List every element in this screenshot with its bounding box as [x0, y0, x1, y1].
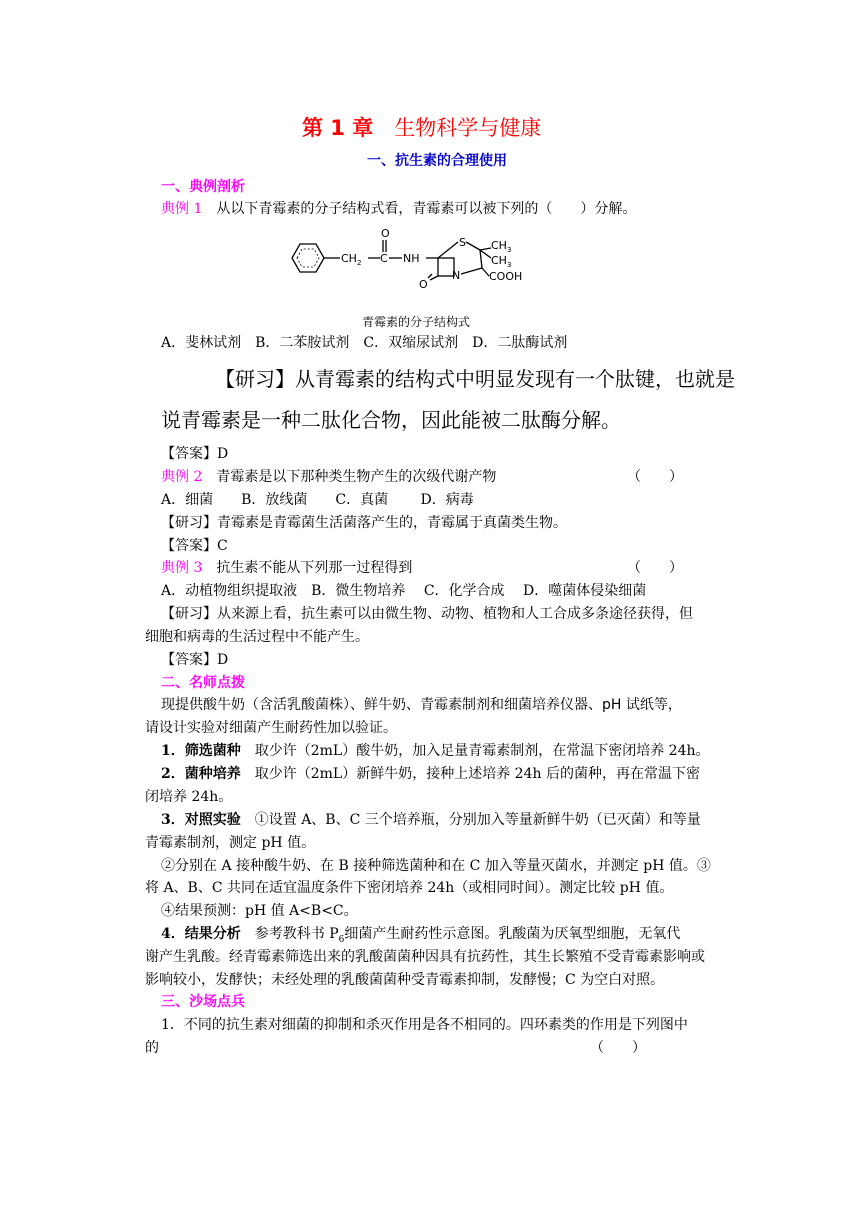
part2-intro-line2: 请设计实验对细菌产生耐药性加以验证。 [145, 720, 397, 736]
step4-label: 4．结果分析 [161, 926, 241, 942]
question1-paren: （ ） [590, 1040, 646, 1056]
example3-answer: 【答案】D [161, 652, 229, 668]
example2-paren: （ ） [627, 469, 683, 485]
step1: 1．筛选菌种 取少许（2mL）酸牛奶，加入足量青霉素制剂，在常温下密闭培养 24h。 [161, 743, 710, 759]
part2-heading: 二、名师点拨 [161, 675, 245, 691]
section-title: 一、抗生素的合理使用 [367, 153, 507, 169]
step2: 2．菌种培养 取少许（2mL）新鲜牛奶，接种上述培养 24h 后的菌种，再在常温下密 [161, 766, 700, 782]
chapter-title [302, 113, 541, 143]
part1-heading: 一、典例剖析 [161, 179, 245, 195]
example2-label: 典例 2 [161, 469, 203, 485]
example3-analysis-line2: 细胞和病毒的生活过程中不能产生。 [145, 629, 369, 645]
structure-caption: 青霉素的分子结构式 [362, 315, 471, 329]
example1-label: 典例 1 [161, 201, 203, 217]
part2-intro-line1: 现提供酸牛奶（含活乳酸菌株）、鲜牛奶、青霉素制剂和细菌培养仪器、pH 试纸等， [161, 697, 682, 713]
example1-text: 从以下青霉素的分子结构式看，青霉素可以被下列的（ ）分解。 [216, 201, 637, 217]
step2-line2: 闭培养 24h。 [145, 789, 233, 805]
atom-cooh: COOH [489, 270, 523, 283]
atom-o-bottom: O [419, 278, 428, 291]
atom-ch2: $CH_2$ [341, 252, 362, 267]
step4-line2: 谢产生乳酸。经青霉素筛选出来的乳酸菌菌种因具有抗药性，其生长繁殖不受青霉素影响或 [145, 949, 705, 965]
chapter-name: 生物科学与健康 [394, 116, 542, 140]
step3-line4: 将 A、B、C 共同在适宜温度条件下密闭培养 24h（或相同时间）。测定比较 pH 值。 [145, 880, 674, 896]
example3-label: 典例 3 [161, 560, 203, 576]
step1-label: 1．筛选菌种 [161, 743, 241, 759]
chapter-number: 第 1 章 [302, 116, 374, 140]
example2-analysis: 【研习】青霉素是青霉菌生活菌落产生的，青霉属于真菌类生物。 [161, 515, 567, 531]
example3-options: A．动植物组织提取液 B．微生物培养 C．化学合成 D．噬菌体侵染细菌 [161, 583, 647, 599]
step3-line3: ②分别在 A 接种酸牛奶、在 B 接种筛选菌种和在 C 加入等量灭菌水，并测定 pH 值。③ [161, 858, 711, 874]
penicillin-structure-diagram [286, 222, 546, 294]
example1-question [161, 198, 636, 220]
example1-options: A．斐林试剂 B．二苯胺试剂 C．双缩尿试剂 D．二肽酶试剂 [161, 335, 568, 351]
question1-line2: 的 [145, 1040, 159, 1056]
atom-ch3-b: $CH_3$ [491, 254, 512, 269]
step3-label: 3．对照实验 [161, 812, 241, 828]
atom-c: C [380, 252, 388, 265]
example3-paren: （ ） [627, 560, 683, 576]
example1-analysis-line2: 说青霉素是一种二肽化合物，因此能被二肽酶分解。 [161, 408, 621, 432]
atom-o-top: O [381, 227, 390, 240]
example2-question [161, 466, 496, 488]
example1-answer: 【答案】D [161, 446, 229, 462]
atom-ch3-a: $CH_3$ [491, 239, 512, 254]
atom-nh: NH [403, 252, 420, 265]
atom-s: S [459, 236, 466, 249]
example3-text: 抗生素不能从下列那一过程得到 [216, 560, 413, 576]
example2-text: 青霉素是以下那种类生物产生的次级代谢产物 [216, 469, 497, 485]
step3-line2: 青霉素制剂，测定 pH 值。 [145, 835, 316, 851]
example3-question [161, 557, 412, 579]
example2-options: A．细菌 B．放线菌 C．真菌 D．病毒 [161, 492, 474, 508]
part3-heading: 三、沙场点兵 [161, 994, 245, 1010]
step4: 4．结果分析 参考教科书 $P_6$细菌产生耐药性示意图。乳酸菌为厌氧型细胞，无氧代 [161, 926, 681, 945]
step4-line3: 影响较小，发酵快；未经处理的乳酸菌菌种受青霉素抑制，发酵慢；C 为空白对照。 [145, 972, 665, 988]
step3: 3．对照实验 ①设置 A、B、C 三个培养瓶，分别加入等量新鲜牛奶（已灭菌）和等量 [161, 812, 701, 828]
example2-answer: 【答案】C [161, 538, 228, 554]
question1-line1: 1．不同的抗生素对细菌的抑制和杀灭作用是各不相同的。四环素类的作用是下列图中 [161, 1017, 688, 1033]
example3-analysis-line1: 【研习】从来源上看，抗生素可以由微生物、动物、植物和人工合成多条途径获得，但 [161, 606, 693, 622]
step2-label: 2．菌种培养 [161, 766, 241, 782]
step3-line5: ④结果预测：pH 值 A<B<C。 [161, 903, 358, 919]
example1-analysis-line1: 【研习】从青霉素的结构式中明显发现有一个肽键，也就是 [215, 367, 735, 391]
atom-n: N [452, 269, 461, 282]
